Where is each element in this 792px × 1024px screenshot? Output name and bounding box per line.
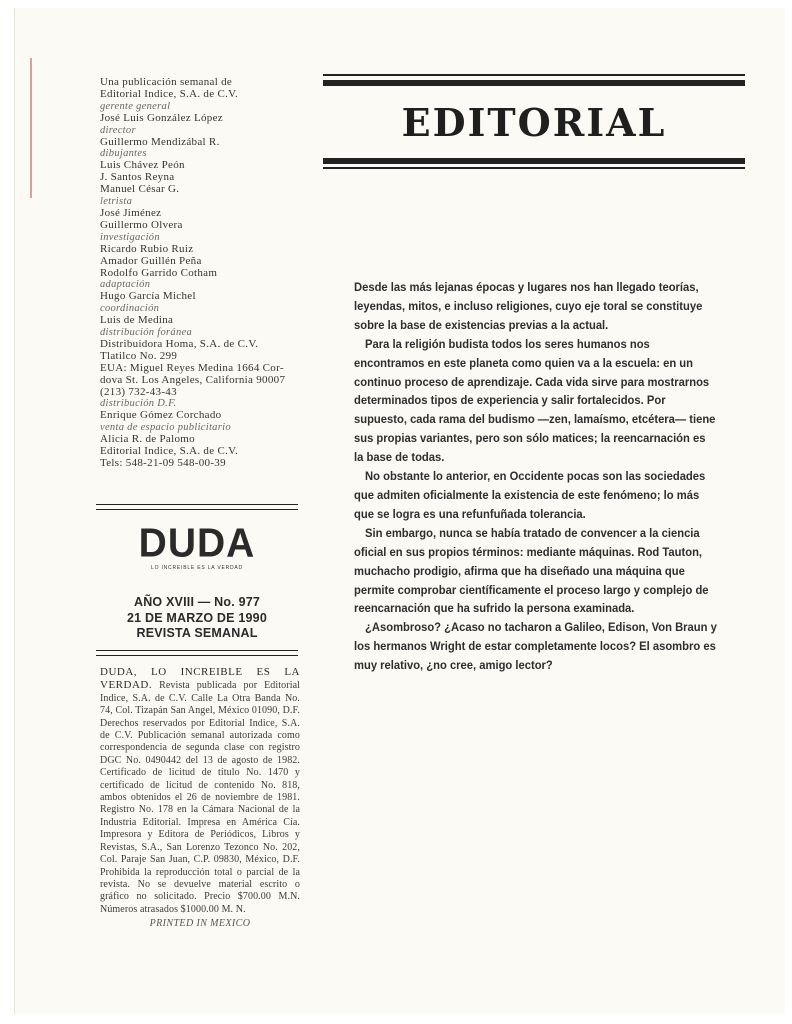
credit-line: (213) 732-43-43 (100, 385, 177, 398)
editorial-line: determinados tipos de experiencia y salir fortalecidos. Por (354, 393, 666, 408)
credit-role: coordinación (100, 303, 160, 315)
editorial-line: que admiten oficialmente la existencia de este fenómeno; lo más (354, 487, 700, 502)
credit-line: Guillermo Mendizábal R. (100, 135, 220, 148)
credit-line: Tlatilco No. 299 (100, 349, 178, 362)
legal-notice (100, 666, 300, 931)
editorial-line: muy relativo, ¿no cree, amigo lector? (354, 658, 553, 673)
editorial-line: oficial en sus propios términos: mediante máquinas. Rod Tauton, (354, 544, 703, 559)
logo-tagline: LO INCREIBLE ES LA VERDAD (151, 565, 243, 571)
legal-heading: DUDA, LO INCREIBLE ES LA VERDAD. (100, 666, 300, 692)
editorial-line: la base de todas. (354, 450, 445, 465)
header-rule-thin-bottom (323, 167, 745, 169)
credit-line: Hugo García Michel (100, 290, 196, 303)
editorial-line: leyendas, mitos, e incluso religiones, cuyo eje toral se constituye (354, 298, 703, 313)
issue-frequency: REVISTA SEMANAL (136, 626, 258, 640)
masthead-divider-bottom (96, 650, 298, 656)
editorial-line: ¿Asombroso? ¿Acaso no tacharon a Galileo, Edison, Von Braun y (365, 620, 717, 635)
credit-line: Editorial Indice, S.A. de C.V. (100, 445, 239, 458)
credit-line: Editorial Indice, S.A. de C.V. (100, 87, 239, 100)
issue-date: 21 DE MARZO DE 1990 (127, 610, 267, 625)
credit-line: Amador Guillén Peña (100, 254, 202, 267)
credit-line: Ricardo Rubio Ruiz (100, 242, 194, 255)
credit-role: venta de espacio publicitario (100, 422, 231, 434)
credit-role: director (100, 124, 136, 136)
page-edge-mark (30, 58, 32, 198)
editorial-line: encontramos en este planeta como quien va a la escuela: en un (354, 355, 693, 370)
issue-number: AÑO XVIII — No. 977 (133, 595, 261, 609)
credit-line: Alicia R. de Palomo (100, 433, 195, 446)
editorial-line: Sin embargo, nunca se había tratado de convencer a la ciencia (365, 525, 700, 540)
credit-line: Luis Chávez Peón (100, 159, 185, 172)
editorial-line: No obstante lo anterior, en Occidente pocas son las sociedades (365, 469, 706, 484)
editorial-body (354, 278, 716, 675)
editorial-line: continuo proceso de aprendizaje. Cada vida sirve para mostrarnos (354, 374, 710, 389)
editorial-line: permite comprobar científicamente el proceso largo y complejo de (354, 582, 709, 597)
masthead-divider-top (96, 504, 298, 510)
editorial-line: los hermanos Wright de estar completamente locos? El asombro es (354, 639, 716, 654)
credit-line: EUA: Miguel Reyes Medina 1664 Cor- (100, 361, 284, 374)
editorial-line: supuesto, cada rama del budismo —zen, lamaísmo, etcétera— tiene (354, 412, 716, 427)
duda-logo (96, 520, 298, 571)
header-rule-thick-top (323, 80, 745, 86)
editorial-line: muchacho prodigio, afirma que ha diseñado una máquina que (354, 563, 685, 578)
editorial-line: que se logra es una refunfuñada tolerancia. (354, 506, 586, 521)
masthead-credits (100, 77, 310, 470)
issue-info (96, 595, 298, 642)
editorial-line: sus propias variantes, pero son sólo matices; la reencarnación es (354, 431, 706, 446)
editorial-line: reencarnación que ha sufrido la persona examinada. (354, 601, 635, 616)
credit-role: investigación (100, 231, 160, 243)
editorial-line: Para la religión budista todos los seres humanos nos (365, 336, 650, 351)
logo-title: DUDA (138, 520, 256, 567)
credit-role: gerente general (100, 100, 171, 112)
credit-line: Guillermo Olvera (100, 218, 183, 231)
credit-line: José Luis González López (100, 111, 223, 124)
editorial-title: EDITORIAL (401, 100, 667, 145)
credit-line: Distribuidora Homa, S.A. de C.V. (100, 337, 259, 350)
credit-line: Manuel César G. (100, 183, 180, 196)
credit-line: Una publicación semanal de (100, 76, 233, 88)
header-rule-thick-bottom (323, 158, 745, 164)
credit-line: José Jiménez (100, 206, 162, 219)
editorial-line: Desde las más lejanas épocas y lugares nos han llegado teorías, (354, 280, 699, 294)
editorial-line: sobre la base de existencias previas a la actual. (354, 317, 609, 332)
credit-line: J. Santos Reyna (100, 171, 175, 184)
credit-line: Enrique Gómez Corchado (100, 409, 222, 422)
credit-role: distribución foránea (100, 327, 193, 339)
credit-role: adaptación (100, 279, 151, 291)
header-rule-thin-top (323, 74, 745, 76)
credit-line: Rodolfo Garrido Cotham (100, 266, 218, 279)
legal-body: Revista publicada por Editorial Indice, S.A. de C.V. Calle La Otra Banda No. 74, Col. Tizapán San Angel, México 01090, D.F. Derechos reservados por Editorial Indice, S.A. de C.V. Publicación semanal autorizada como correspondencia de segunda clase con registro DGC No. 0490442 del 13 de agosto de 1982. Certificado de licitud de título No. 1470 y certificado de licitud de contenido No. 818, ambos obtenidos el 26 de noviembre de 1981. Registro No. 178 en la Cámara Nacional de la Industria Editorial. Impresa en América Cía. Impresora y Editora de Periódicos, Libros y Revistas, S.A., San Lorenzo Tezonco No. 202, Col. Paraje San Juan, C.P. 09830, México, D.F. Prohibida la reproducción total o parcial de la revista. No se devuelve material escrito o gráfico no solicitado. Precio $700.00 M.N. Números atrasados $1000.00 M. N. (100, 680, 300, 915)
credit-line: Luis de Medina (100, 314, 174, 327)
credit-line: dova St. Los Angeles, California 90007 (100, 373, 286, 386)
credit-role: dibujantes (100, 148, 147, 160)
credit-role: letrista (100, 196, 133, 208)
printed-in-mexico: PRINTED IN MEXICO (149, 918, 251, 930)
credit-role: distribución D.F. (100, 398, 177, 410)
credit-line: Tels: 548-21-09 548-00-39 (100, 457, 226, 469)
